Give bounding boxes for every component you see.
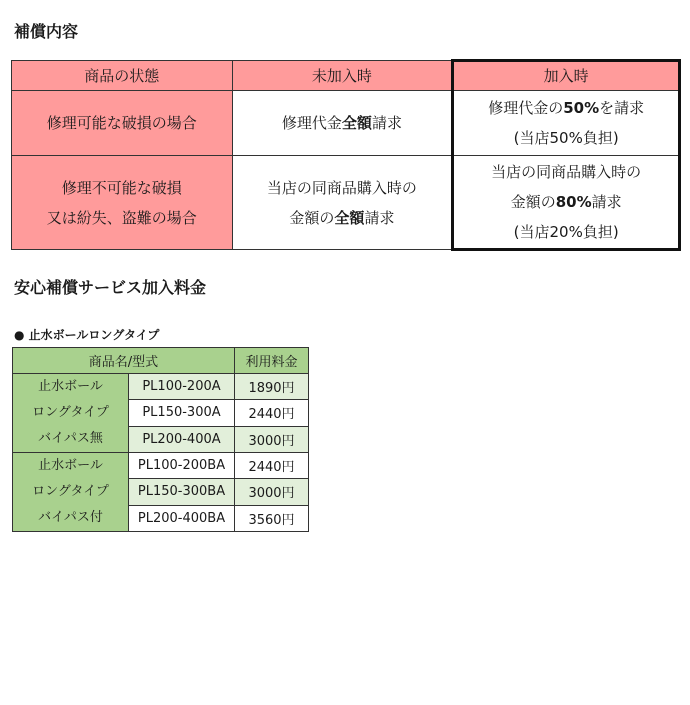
cell-line: (当店50%負担) (513, 129, 619, 147)
cell-line: (当店20%負担) (513, 223, 619, 241)
condition-suffix: の場合 (151, 114, 197, 132)
product-name-with-bypass (13, 453, 129, 532)
cell-text: 請求 (371, 114, 402, 132)
model-cell: PL100-200BA (129, 453, 235, 479)
bullet-icon: ● (14, 328, 25, 342)
not-joined-repairable (232, 91, 453, 156)
condition-unrepairable (12, 156, 233, 250)
cell-line: バイパス無 (38, 431, 103, 446)
condition-text: 修理可能な破損 (46, 114, 152, 132)
cell-line: ロングタイプ (32, 484, 109, 499)
cell-text: 修理代金 (281, 114, 342, 132)
cell-line: 又は紛失、盗難の場合 (46, 208, 197, 227)
header-condition: 商品の状態 (12, 61, 233, 91)
cell-line: 当店の同商品購入時の (491, 163, 642, 181)
model-cell: PL200-400A (129, 426, 235, 452)
cell-bold: 全額 (341, 114, 372, 132)
cell-line (458, 187, 674, 217)
cell-line: 止水ボール (38, 458, 103, 473)
cell-line: 止水ボール (38, 379, 103, 394)
section-title-fees: 安心補償サービス加入料金 (14, 278, 207, 297)
cell-text: 請求 (364, 208, 395, 227)
cell-line: バイパス付 (38, 510, 103, 525)
not-joined-unrepairable (232, 156, 453, 250)
joined-repairable (453, 91, 680, 156)
fee-cell: 3560円 (235, 505, 309, 531)
cell-line (458, 93, 674, 123)
model-cell: PL150-300A (129, 400, 235, 426)
joined-unrepairable (453, 156, 680, 250)
fee-cell: 2440円 (235, 453, 309, 479)
fee-cell: 2440円 (235, 400, 309, 426)
compensation-table (11, 59, 681, 251)
cell-line (237, 203, 448, 233)
fee-cell: 3000円 (235, 426, 309, 452)
cell-text: 修理代金の (488, 99, 564, 117)
cell-bold: 50% (563, 99, 600, 117)
cell-bold: 全額 (334, 208, 365, 227)
section-title-compensation: 補償内容 (14, 22, 79, 41)
model-cell: PL100-200A (129, 374, 235, 400)
fee-cell: 3000円 (235, 479, 309, 505)
subtitle-text: 止水ボールロングタイプ (28, 328, 160, 342)
header-product-model: 商品名/型式 (13, 348, 235, 374)
header-joined: 加入時 (453, 61, 680, 91)
header-not-joined: 未加入時 (232, 61, 453, 91)
price-table (12, 347, 309, 532)
product-subtitle (14, 326, 159, 343)
cell-bold: 80% (555, 193, 592, 211)
cell-text: 金額の (289, 208, 335, 227)
fee-cell: 1890円 (235, 374, 309, 400)
condition-repairable (12, 91, 233, 156)
model-cell: PL150-300BA (129, 479, 235, 505)
cell-line: 当店の同商品購入時の (266, 178, 417, 197)
product-name-no-bypass (13, 374, 129, 453)
cell-text: 金額の (510, 193, 556, 211)
cell-text: 請求 (591, 193, 622, 211)
header-fee: 利用料金 (235, 348, 309, 374)
cell-line: 修理不可能な破損 (61, 178, 182, 197)
model-cell: PL200-400BA (129, 505, 235, 531)
cell-line: ロングタイプ (32, 405, 109, 420)
cell-text: を請求 (599, 99, 645, 117)
